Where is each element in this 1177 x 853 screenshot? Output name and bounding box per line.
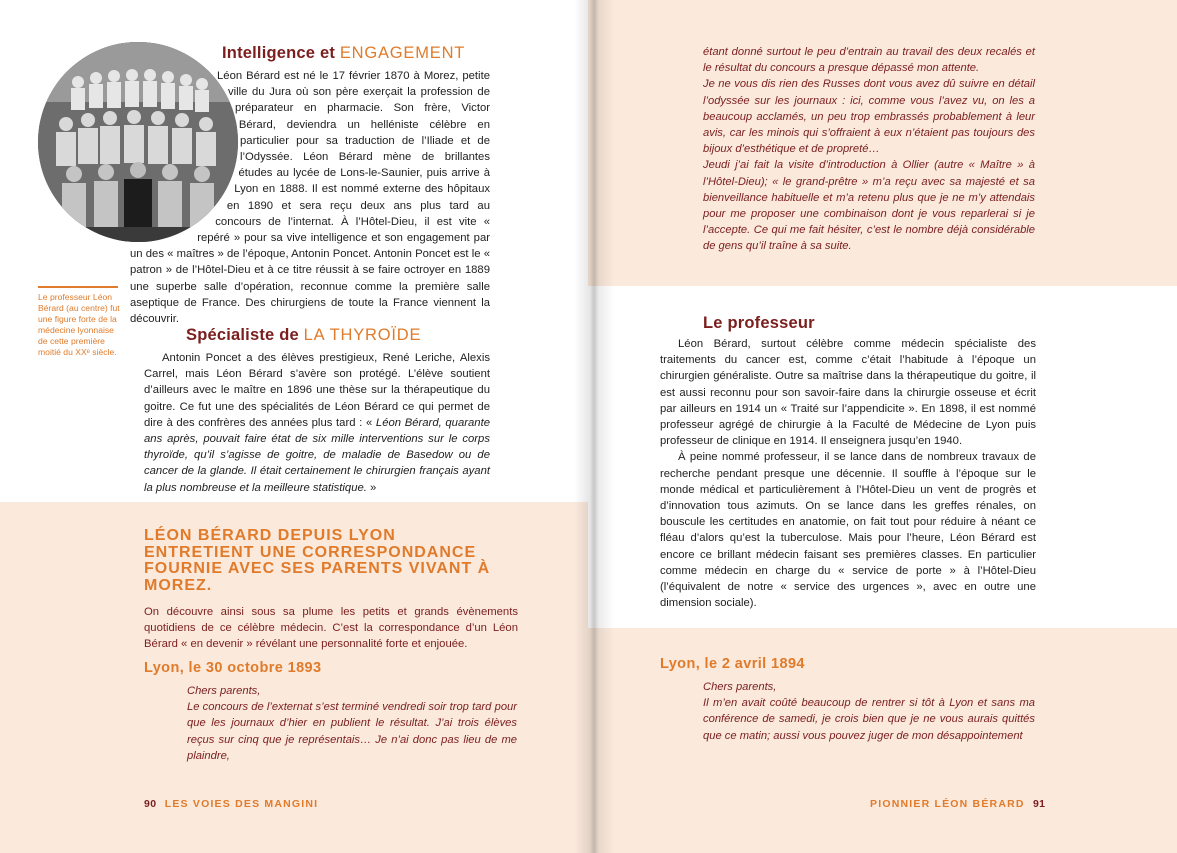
paragraph-professeur: Léon Bérard, surtout célèbre comme médecin spécialiste des traitements du cancer est, comme c’était l’habitude à l’époque un chirurgien généraliste. Outre sa maîtrise dans la thérapeutique du goitre, il est aussi reconnu pour son savoir-faire dans la chirurgie osseuse et écrit par ailleurs en 1914 un « Traité sur l’appendicite ». En 1898, il est nommé professeur agrégé de chirurgie à la Faculté de Médecine de Lyon puis professeur de clinique en 1914. Il enseignera jusqu’en 1940. À peine nommé professeur, il se lance dans de nombreux travaux de recherche pendant presque une décennie. Il souffle à l’époque sur le monde médical et particulièrement à l’Hôtel-Dieu un vent de progrès et d’innovation tous azimuts. On se lance dans les greffes rénales, on bouscule les certitudes en anatomie, on fait tout pour réduire à néant ce fléau d’alors qu’est la tuberculose. Mais pour l’heure, Léon Bérard est encore ce brillant médecin faisant ses premières classes. En particulier comme médecin en charge du « service de porte » à l’Hôtel-Dieu (l’équivalent de notre « service des urgences », avec en outre une dimension sociale). (660, 338, 1036, 610)
caption-rule (38, 286, 118, 288)
biography-text: Léon Bérard est né le 17 février 1870 à Morez, petite ville du Jura où son père exerçait la profession de préparateur en pharmacie. Son frère, Victor Bérard, deviendra un helléniste célèbre en particulier pour sa traduction de l’Iliade et de l’Odyssée. Léon Bérard mène de brillantes études au lycée de Lons-le-Saunier, puis arrive à Lyon en 1888. Il est nommé externe des hôpitaux en 1890 et sera reçu deux ans plus tard au concours de l’internat. À l’Hôtel-Dieu, il est vite « repéré » pour sa vive intelligence et son engagement par un des « maîtres » de l’époque, Antonin Poncet. Antonin Poncet est le « patron » de l’Hôtel-Dieu et à ce titre réussit à se faire octroyer en 1889 une superbe salle d’opération, reconnue comme la première salle aseptique de France. Des chirurgiens de toute la France viennent la découvrir. (130, 70, 490, 326)
section-title-professeur: Le professeur (703, 314, 815, 332)
letter2-date: Lyon, le 2 avril 1894 (660, 656, 805, 672)
left-page (0, 0, 588, 853)
section-title-engagement: Intelligence et ENGAGEMENT (222, 44, 466, 62)
letter1-salutation: Chers parents, (187, 685, 261, 697)
letter1-body (187, 683, 517, 764)
letter2-body (703, 679, 1035, 744)
right-page (588, 0, 1177, 853)
left-folio: 90 LES VOIES DES MANGINI (144, 798, 319, 810)
letter2-text: Il m’en avait coûté beaucoup de rentrer si tôt à Lyon et sans ma conférence de samedi, je crois bien que je ne vous aurais quittés que ce matin; aussi vous pouvez juger de mon désappointement (703, 697, 1035, 742)
section-title-thyroide: Spécialiste de LA THYROÏDE (186, 326, 422, 344)
wrap-spacer (130, 68, 240, 236)
paragraph-biography (130, 68, 490, 327)
letters-intro: On découvre ainsi sous sa plume les petits et grands évènements quotidiens de ce célèbre médecin. C’est la correspondance d’un Léon Bérard « en devenir » révélant une personnalité forte et enjouée. (144, 606, 518, 651)
letter1-continued: étant donné surtout le peu d’entrain au travail des deux recalés et le résultat du concours a presque dépassé mon attente. Je ne vous dis rien des Russes dont vous avez dû suivre en détail l’odyssée sur les journaux : ici, comme vous l’avez vu, on les a beaucoup acclamés, un peu trop embrassés probablement à leur avis, car les minois qui s’offraient à eux n’étaient pas toujours des bijoux d’esthétique et de propreté… Jeudi j’ai fait la visite d’introduction à Ollier (autre « Maître » à l’Hôtel-Dieu); « le grand-prêtre » m’a reçu avec sa majesté et sa bienveillance habituelle et m’a retenu plus que je ne m’y attendais pour me proposer une combinaison dont je vous reparlerai si je l’accepte. Ce qui me fait hésiter, c’est le nombre déjà considérable de gens qu’il traîne à sa suite. (703, 46, 1035, 253)
letter1-text: Le concours de l’externat s’est terminé vendredi soir trop tard pour que les journaux d’hier en publient le résultat. J’ai trois élèves reçus sur cinq que je représentais… Je n’ai donc pas lieu de me plaindre, (187, 701, 517, 762)
letter1-date: Lyon, le 30 octobre 1893 (144, 660, 322, 676)
letters-heading: LÉON BÉRARD DEPUIS LYON ENTRETIENT UNE CORRESPONDANCE FOURNIE AVEC SES PARENTS VIVANT À MOREZ. (144, 527, 491, 594)
paragraph-thyroide: Antonin Poncet a des élèves prestigieux, René Leriche, Alexis Carrel, mais Léon Bérard s’avère son protégé. L’élève soutient d’ailleurs avec le maître en 1896 une thèse sur la thérapeutique du goitre. Ce fut une des spécialités de Léon Bérard ce qui permet de dire à des confrères des années plus tard : « Léon Bérard, quarante ans après, pouvait faire état de six mille interventions sur le corps thyroïde, qu’il s’agisse de goitre, de maladie de Basedow ou de cancer de la glande. Il était certainement le chirurgien français ayant la plus nombreuse et la meilleure statistique. » (144, 352, 490, 494)
right-folio: PIONNIER LÉON BÉRARD 91 (870, 798, 1046, 810)
photo-caption: Le professeur Léon Bérard (au centre) fut une figure forte de la médecine lyonnaise de cette première moitié du XXᵉ siècle. (38, 292, 120, 357)
letter2-salutation: Chers parents, (703, 681, 777, 693)
